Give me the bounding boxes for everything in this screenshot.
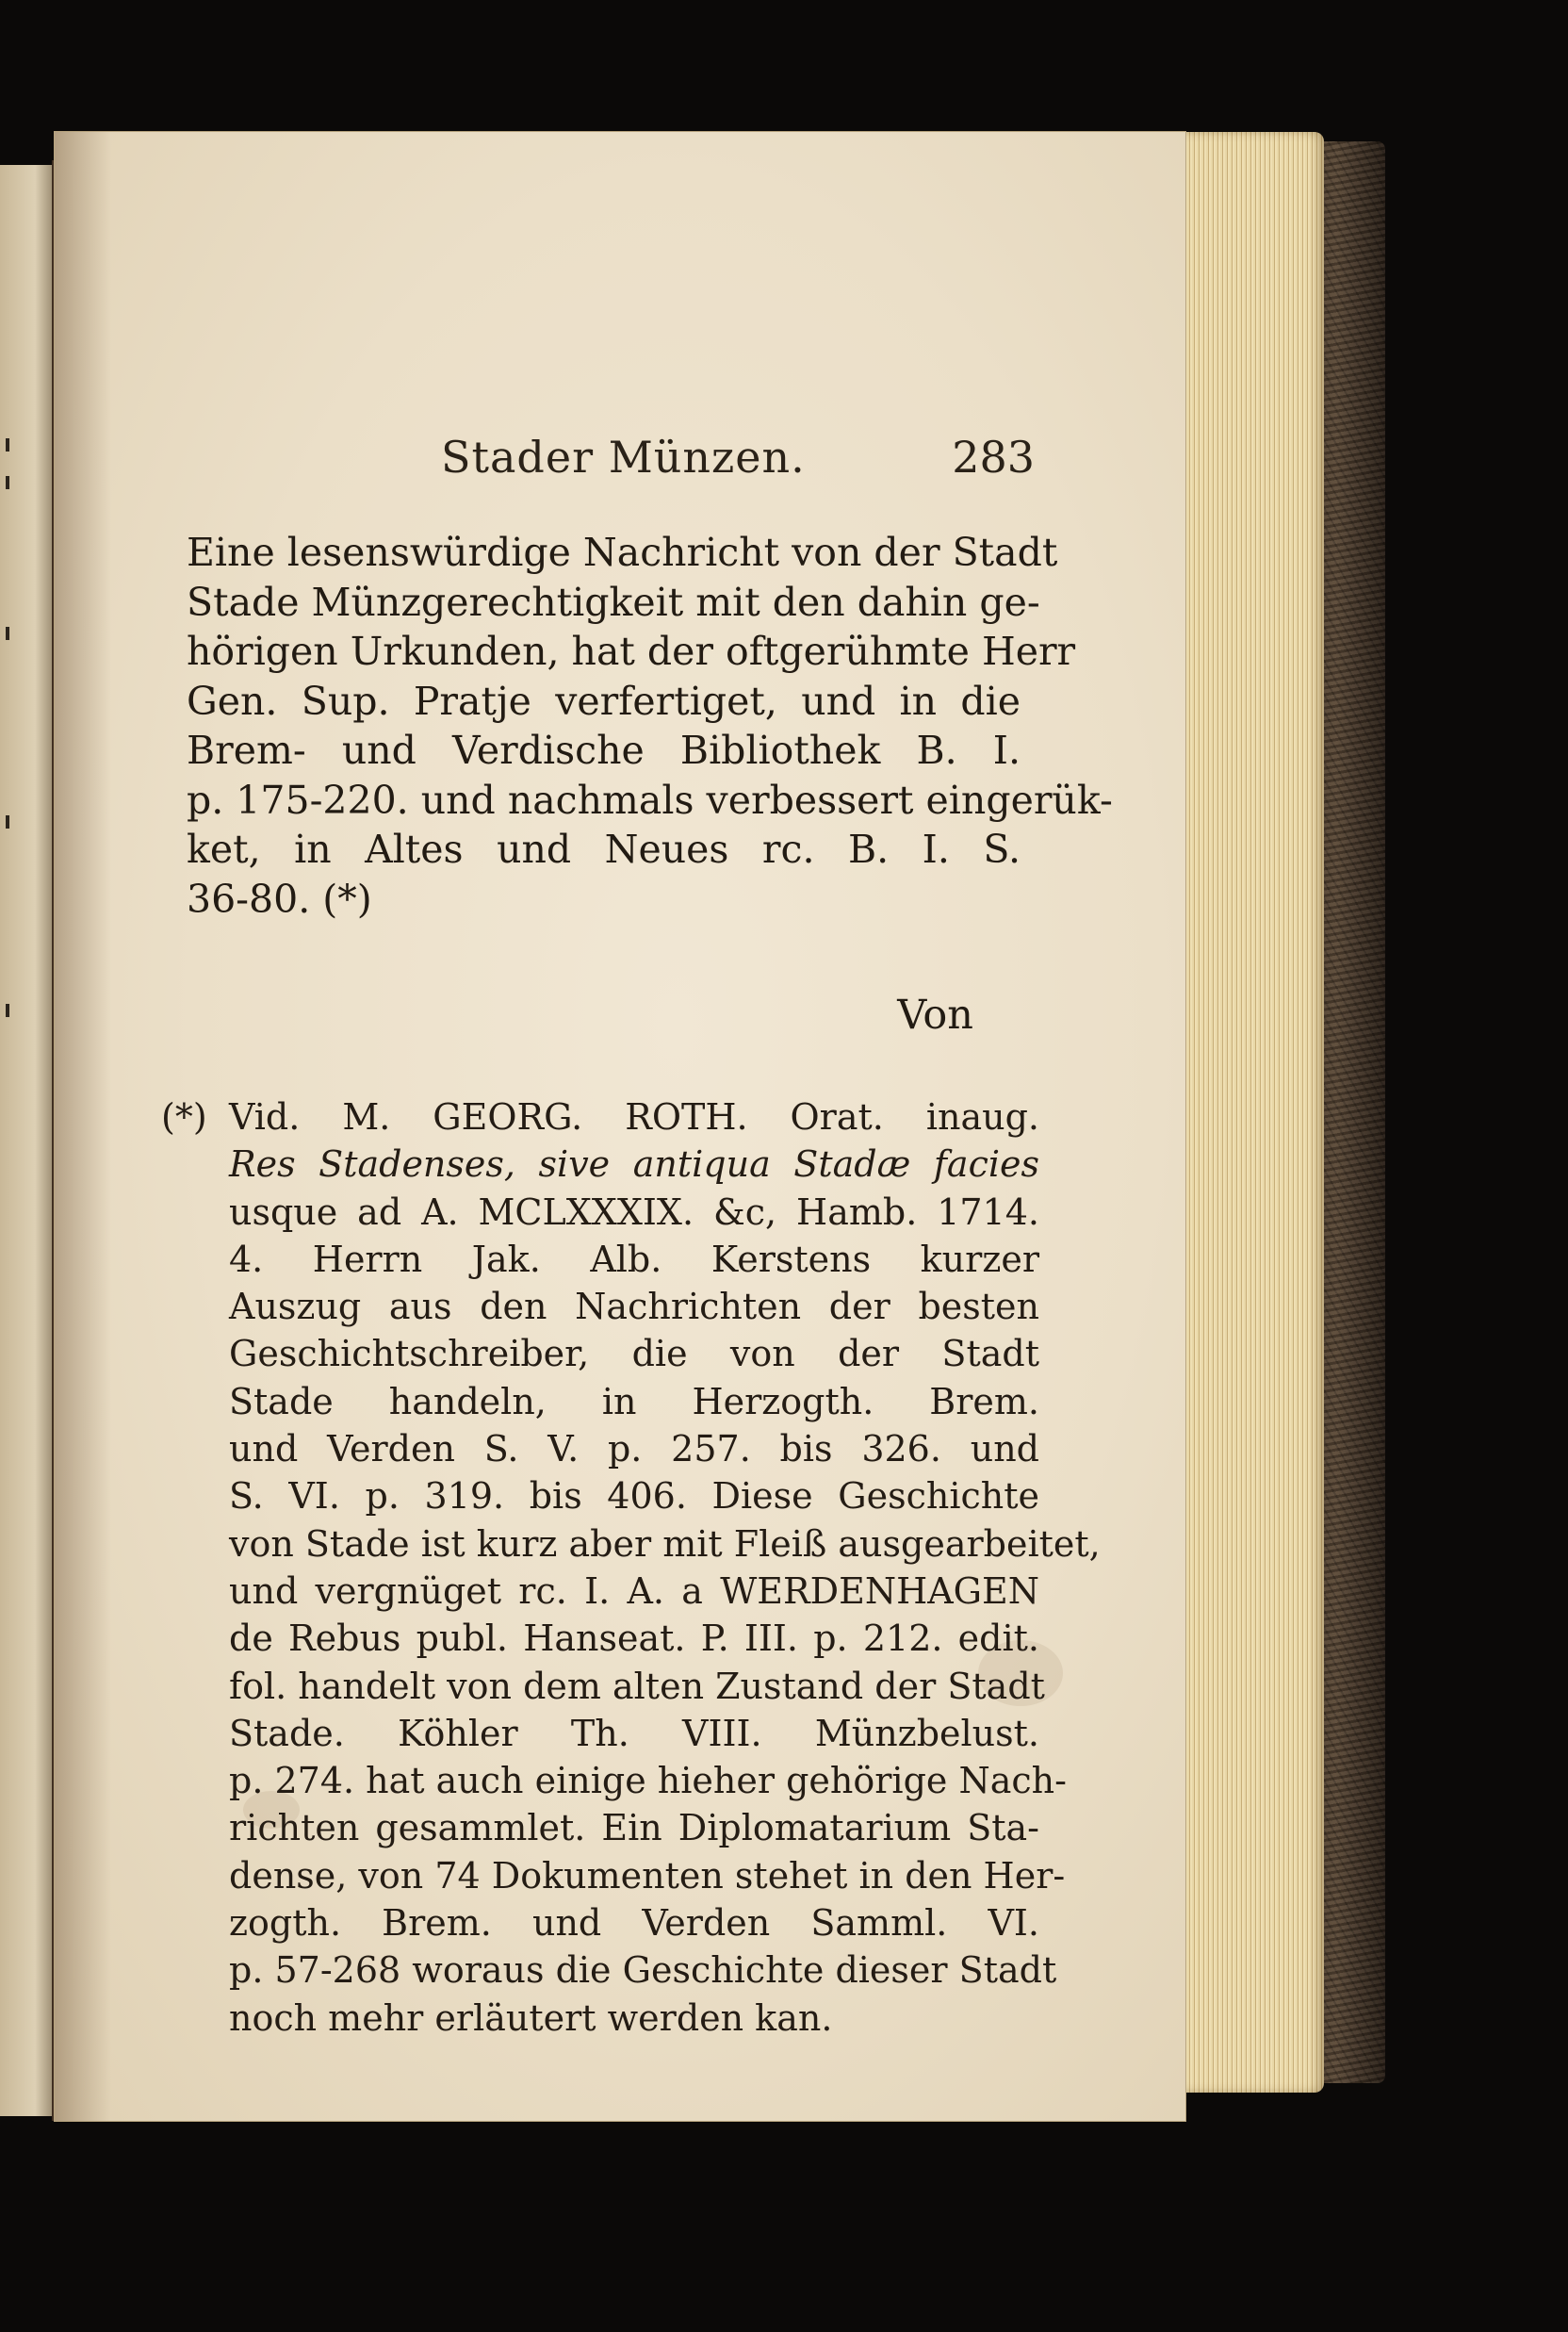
text-line: Gen. Sup. Pratje verfertiget, und in die (187, 678, 1021, 724)
catchword: Von (897, 992, 973, 1039)
text-line: Brem- und Verdische Bibliothek B. I. (187, 728, 1021, 773)
footnote-line: Res Stadenses, sive antiqua Stadæ facies (229, 1143, 1039, 1186)
left-page-text-marks (6, 165, 15, 2116)
main-paragraph (187, 528, 1113, 924)
footnote-line: Auszug aus den Nachrichten der besten (229, 1286, 1039, 1328)
footnote-line: Stade handeln, in Herzogth. Brem. (229, 1380, 1039, 1422)
text-line: hörigen Urkunden, hat der oftgerühmte Herr (187, 629, 1076, 674)
book-page (55, 132, 1185, 2121)
footnote-line: von Stade ist kurz aber mit Fleiß ausgearbeitet, (229, 1522, 1101, 1565)
text-line: 36-80. (*) (187, 876, 372, 922)
footnote-line: p. 57-268 woraus die Geschichte dieser Stadt (229, 1949, 1057, 1992)
footnote-marker: (*) (161, 1096, 207, 1138)
footnote-line: fol. handelt von dem alten Zustand der Stadt (229, 1665, 1045, 1707)
text-line: p. 175-220. und nachmals verbessert eingerük- (187, 777, 1113, 823)
footnote-line: Geschichtschreiber, die von der Stadt (229, 1333, 1039, 1375)
footnote-line: p. 274. hat auch einige hieher gehörige Nach- (229, 1760, 1067, 1802)
left-facing-page-edge (0, 165, 58, 2116)
footnote-line: und Verden S. V. p. 257. bis 326. und (229, 1428, 1039, 1470)
footnote-line: zogth. Brem. und Verden Samml. VI. (229, 1902, 1039, 1945)
footnote-line: und vergnüget rc. I. A. a WERDENHAGEN (229, 1569, 1039, 1612)
footnote-line: Vid. M. GEORG. ROTH. Orat. inaug. (229, 1096, 1039, 1138)
footnote-line: usque ad A. MCLXXXIX. &c, Hamb. 1714. (229, 1191, 1039, 1233)
running-head-title: Stader Münzen. (441, 432, 806, 483)
footnote-line: noch mehr erläutert werden kan. (229, 1996, 833, 2039)
text-line: ket, in Altes und Neues rc. B. I. S. (187, 827, 1021, 872)
footnote (161, 1093, 1101, 2042)
footnote-line: S. VI. p. 319. bis 406. Diese Geschichte (229, 1475, 1039, 1518)
footnote-line: de Rebus publ. Hanseat. P. III. p. 212. edit. (229, 1618, 1039, 1660)
page-block-edges (1168, 132, 1324, 2093)
footnote-line: dense, von 74 Dokumenten stehet in den Her- (229, 1854, 1066, 1897)
footnote-line: richten gesammlet. Ein Diplomatarium Sta- (229, 1807, 1039, 1849)
footnote-line: 4. Herrn Jak. Alb. Kerstens kurzer (229, 1238, 1039, 1280)
text-line: Eine lesenswürdige Nachricht von der Stadt (187, 530, 1058, 575)
page-number: 283 (952, 432, 1035, 483)
text-line: Stade Münzgerechtigkeit mit den dahin ge- (187, 579, 1040, 625)
footnote-line: Stade. Köhler Th. VIII. Münzbelust. (229, 1712, 1039, 1754)
